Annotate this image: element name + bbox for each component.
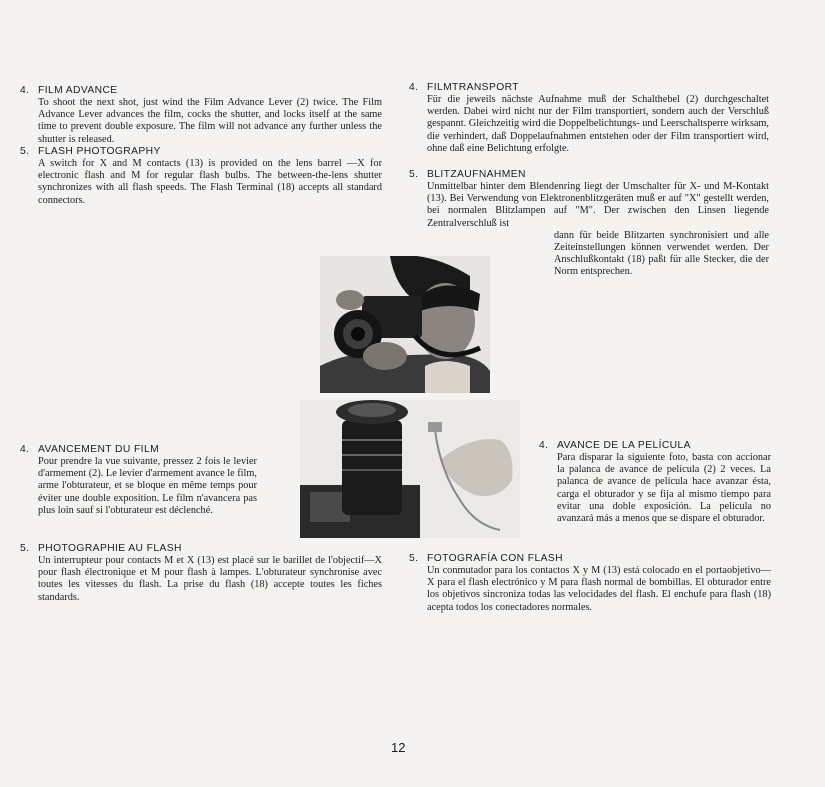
- section-body: A switch for X and M contacts (13) is provided on the lens barrel —X for electronic flash and M for regular flash bulbs. The between-the-lens shutter synchronizes with all flash speeds. The Flash Terminal (18) accepts all standard connectors.: [38, 158, 382, 206]
- section-heading: [409, 169, 769, 181]
- section-title: PHOTOGRAPHIE AU FLASH: [38, 543, 182, 554]
- section-body: Un conmutador para los contactos X y M (13) está colocado en el portaobjetivo—X para el flash electrónico y M para flash normal de bombillas. El obturador entre los objetivos sincroniza todas las velocidades del flash. El enchufe para flash (18) acepta todos los conectadores normales.: [427, 565, 771, 613]
- photo-lens-flash-cord: [300, 400, 520, 538]
- section-body: Für die jeweils nächste Aufnahme muß der Schalthebel (2) durchgeschaltet werden. Dabei wird nicht nur der Film transportiert, sondern auch der Verschluß gespannt. Gleichzeitig wird die Doppelbelichtungs- und Leerschaltsperre wirksam, die verhindert, daß Doppelaufnahmen entstehen oder der Film transportiert wird, ohne daß eine Belichtung erfolgte.: [427, 94, 769, 154]
- section-title: FILM ADVANCE: [38, 85, 118, 96]
- section-heading: [20, 543, 382, 555]
- section-title: BLITZAUFNAHMEN: [427, 169, 526, 180]
- section-number: 4.: [20, 85, 30, 96]
- section-es-flash: [409, 553, 771, 614]
- photo-illustration: [320, 256, 490, 393]
- section-en-flash: [20, 146, 382, 207]
- section-heading: [20, 85, 382, 97]
- section-title: FOTOGRAFÍA CON FLASH: [427, 553, 563, 564]
- page-number: 12: [391, 740, 406, 755]
- section-en-film-advance: [20, 85, 382, 146]
- section-title: AVANCEMENT DU FILM: [38, 444, 160, 455]
- section-number: 5.: [20, 543, 30, 554]
- section-heading: [20, 444, 257, 456]
- section-title: FILMTRANSPORT: [427, 82, 519, 93]
- section-body: Un interrupteur pour contacts M et X (13) est placé sur le barillet de l'objectif—X pour flash électronique et M pour flash à lampes. L'obturateur synchronise avec toutes les vitesses du flash. La prise du flash (18) accepte toutes les fiches standards.: [38, 555, 382, 603]
- section-title: FLASH PHOTOGRAPHY: [38, 146, 161, 157]
- section-heading: [20, 146, 382, 158]
- section-es-film: [539, 440, 771, 525]
- section-number: 5.: [20, 146, 30, 157]
- section-number: 5.: [409, 169, 419, 180]
- section-body: To shoot the next shot, just wind the Film Advance Lever (2) twice. The Film Advance Lever advances the film, cocks the shutter, and locks itself at the same time to prevent double exposure. The film will not advance any further unless the shutter is released.: [38, 97, 382, 145]
- section-heading: [409, 82, 769, 94]
- section-body: Para disparar la siguiente foto, basta con accionar la palanca de avance de película (2) 2 veces. La palanca de avance de película hace avanzar ésta, carga el obturador y se fija al mismo tiempo para evitar una doble exposición. La película no avanzará más a menos que se dispare el obturador.: [557, 452, 771, 525]
- section-title: AVANCE DE LA PELÍCULA: [557, 440, 691, 451]
- section-number: 5.: [409, 553, 419, 564]
- section-number: 4.: [539, 440, 549, 451]
- section-heading: [409, 553, 771, 565]
- photo-illustration: [300, 400, 520, 538]
- section-body-b: dann für beide Blitzarten synchronisiert und alle Zeiteinstellungen können verwendet werden. Der Anschlußkontakt (18) paßt für alle Stecker, die der Norm entsprechen.: [554, 229, 769, 278]
- photo-man-with-camera: [320, 256, 490, 393]
- section-de-filmtransport: [409, 82, 769, 155]
- section-body: Pour prendre la vue suivante, pressez 2 fois le levier d'armement (2). Le levier d'armement avance le film, arme l'obturateur, et se bloque en même temps pour éviter une double exposition. Le film n'avancera pas plus loin sauf si l'obturateur est déclenché.: [38, 456, 257, 516]
- section-number: 4.: [20, 444, 30, 455]
- section-body-a: Unmittelbar hinter dem Blendenring liegt der Umschalter für X- und M-Kontakt (13). Bei Verwendung von Elektronenblitzgeräten muß er auf "X" gestellt werden, bei normalen Blitzlampen auf "M". Der zwischen den Linsen liegende Zentralverschluß ist: [427, 181, 769, 229]
- section-fr-film: [20, 444, 257, 517]
- section-number: 4.: [409, 82, 419, 93]
- section-fr-flash: [20, 543, 382, 604]
- section-heading: [539, 440, 771, 452]
